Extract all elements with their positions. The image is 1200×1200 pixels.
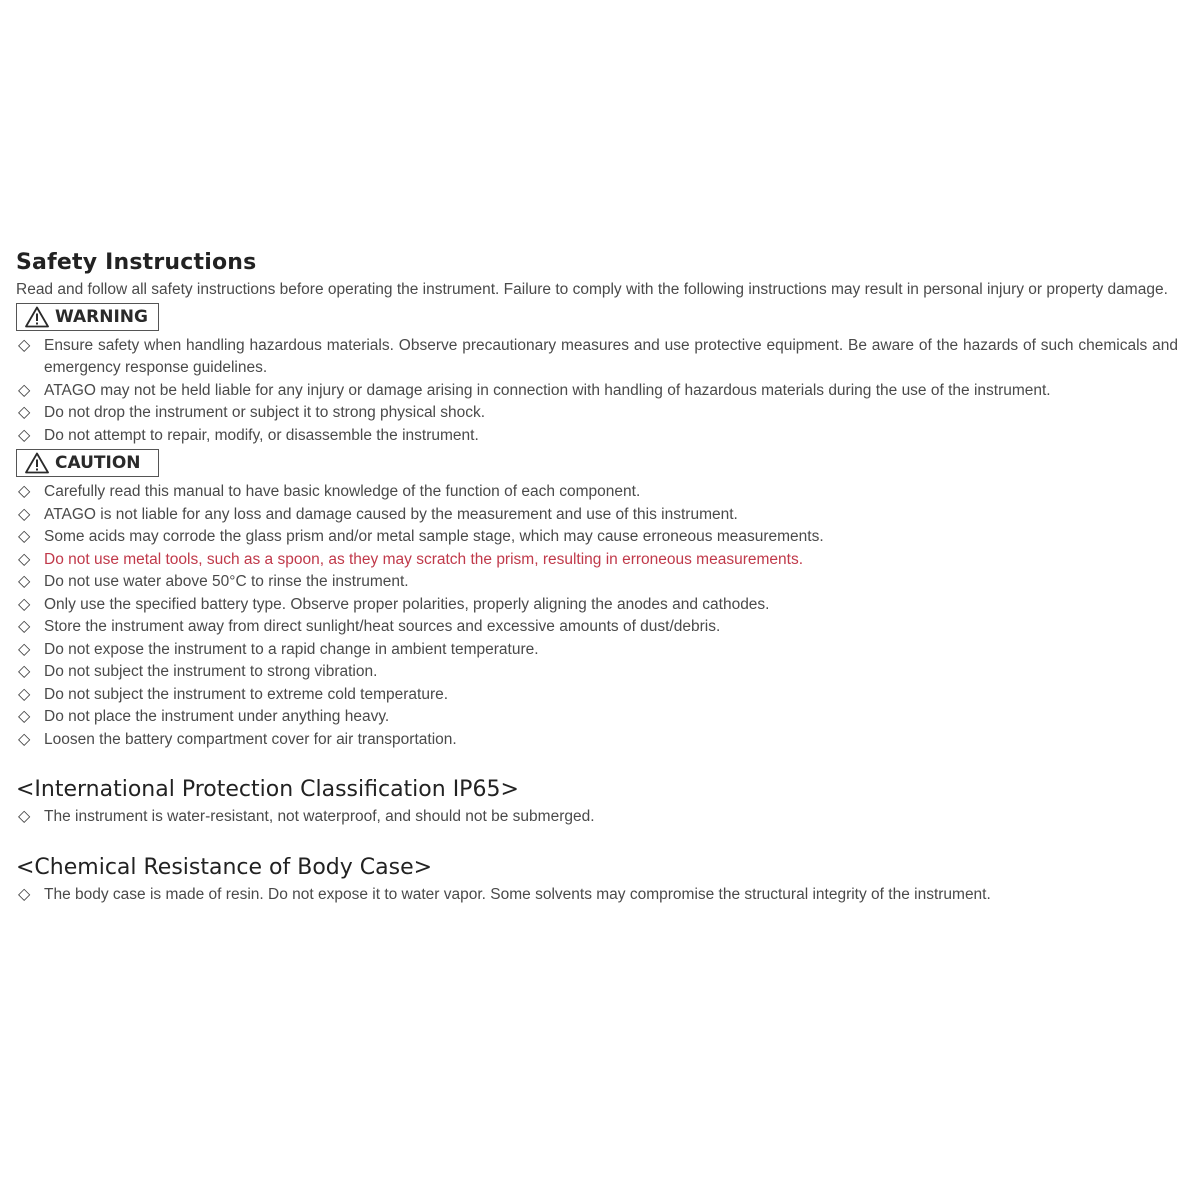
list-item: ◇ Do not use water above 50°C to rinse the instrument. [16, 571, 1178, 593]
list-item: ◇ Carefully read this manual to have basic knowledge of the function of each component. [16, 481, 1178, 503]
list-item: ◇ ATAGO is not liable for any loss and damage caused by the measurement and use of this instrument. [16, 504, 1178, 526]
diamond-bullet-icon: ◇ [18, 505, 31, 523]
warning-triangle-icon [25, 306, 49, 328]
caution-list [16, 481, 1178, 751]
diamond-bullet-icon: ◇ [18, 663, 31, 680]
diamond-bullet-icon: ◇ [18, 885, 31, 903]
diamond-bullet-icon: ◇ [18, 550, 31, 568]
list-item: ◇ Do not drop the instrument or subject it to strong physical shock. [16, 402, 1178, 424]
list-item: ◇ Do not subject the instrument to extreme cold temperature. [16, 684, 1178, 706]
list-item: ◇ Do not subject the instrument to strong vibration. [16, 661, 1178, 683]
diamond-bullet-icon: ◇ [18, 640, 31, 658]
warning-list [16, 335, 1178, 447]
diamond-bullet-icon: ◇ [18, 730, 31, 748]
diamond-bullet-icon: ◇ [18, 808, 31, 825]
diamond-bullet-icon: ◇ [18, 337, 31, 354]
page-title: Safety Instructions [16, 250, 257, 275]
list-item: ◇ ATAGO may not be held liable for any injury or damage arising in connection with handling of hazardous materials during the use of the instrument. [16, 380, 1178, 402]
list-item: ◇ Ensure safety when handling hazardous materials. Observe precautionary measures and use protective equipment. Be aware of the hazards of such chemicals and emergency response guidelines. [18, 337, 1178, 376]
list-item: ◇ The instrument is water-resistant, not waterproof, and should not be submerged. [16, 806, 1178, 828]
warning-badge [16, 303, 159, 331]
ip65-section-title: <International Protection Classification IP65> [16, 777, 519, 802]
intro-text: Read and follow all safety instructions before operating the instrument. Failure to comply with the following instructions may result in personal injury or property damage. [16, 281, 1168, 298]
ip65-list [16, 806, 1178, 828]
list-item: ◇ Loosen the battery compartment cover for air transportation. [16, 729, 1178, 751]
warning-triangle-icon [25, 452, 49, 474]
list-item: ◇ The body case is made of resin. Do not expose it to water vapor. Some solvents may compromise the structural integrity of the instrument. [16, 884, 1178, 906]
diamond-bullet-icon: ◇ [18, 618, 31, 635]
chemical-section-title: <Chemical Resistance of Body Case> [16, 854, 433, 880]
list-item: ◇ Do not expose the instrument to a rapid change in ambient temperature. [16, 639, 1178, 661]
list-item: ◇ Do not place the instrument under anything heavy. [16, 706, 1178, 728]
caution-badge [16, 449, 159, 477]
safety-document [16, 250, 1178, 906]
diamond-bullet-icon: ◇ [18, 708, 31, 725]
chemical-list [16, 884, 1178, 906]
diamond-bullet-icon: ◇ [18, 595, 31, 613]
diamond-bullet-icon: ◇ [18, 381, 31, 399]
warning-label: WARNING [55, 307, 148, 327]
list-item: ◇ Do not attempt to repair, modify, or disassemble the instrument. [16, 425, 1178, 447]
list-item: ◇ Some acids may corrode the glass prism and/or metal sample stage, which may cause erroneous measurements. [16, 526, 1178, 548]
diamond-bullet-icon: ◇ [18, 426, 31, 444]
diamond-bullet-icon: ◇ [18, 404, 31, 421]
list-item: ◇ Store the instrument away from direct sunlight/heat sources and excessive amounts of dust/debris. [16, 616, 1178, 638]
diamond-bullet-icon: ◇ [18, 573, 31, 590]
diamond-bullet-icon: ◇ [18, 483, 31, 500]
list-item-highlighted: ◇ Do not use metal tools, such as a spoon, as they may scratch the prism, resulting in erroneous measurements. [16, 549, 1178, 571]
list-item: ◇ Only use the specified battery type. Observe proper polarities, properly aligning the anodes and cathodes. [16, 594, 1178, 616]
diamond-bullet-icon: ◇ [18, 685, 31, 703]
caution-label: CAUTION [55, 453, 141, 473]
diamond-bullet-icon: ◇ [18, 528, 31, 545]
